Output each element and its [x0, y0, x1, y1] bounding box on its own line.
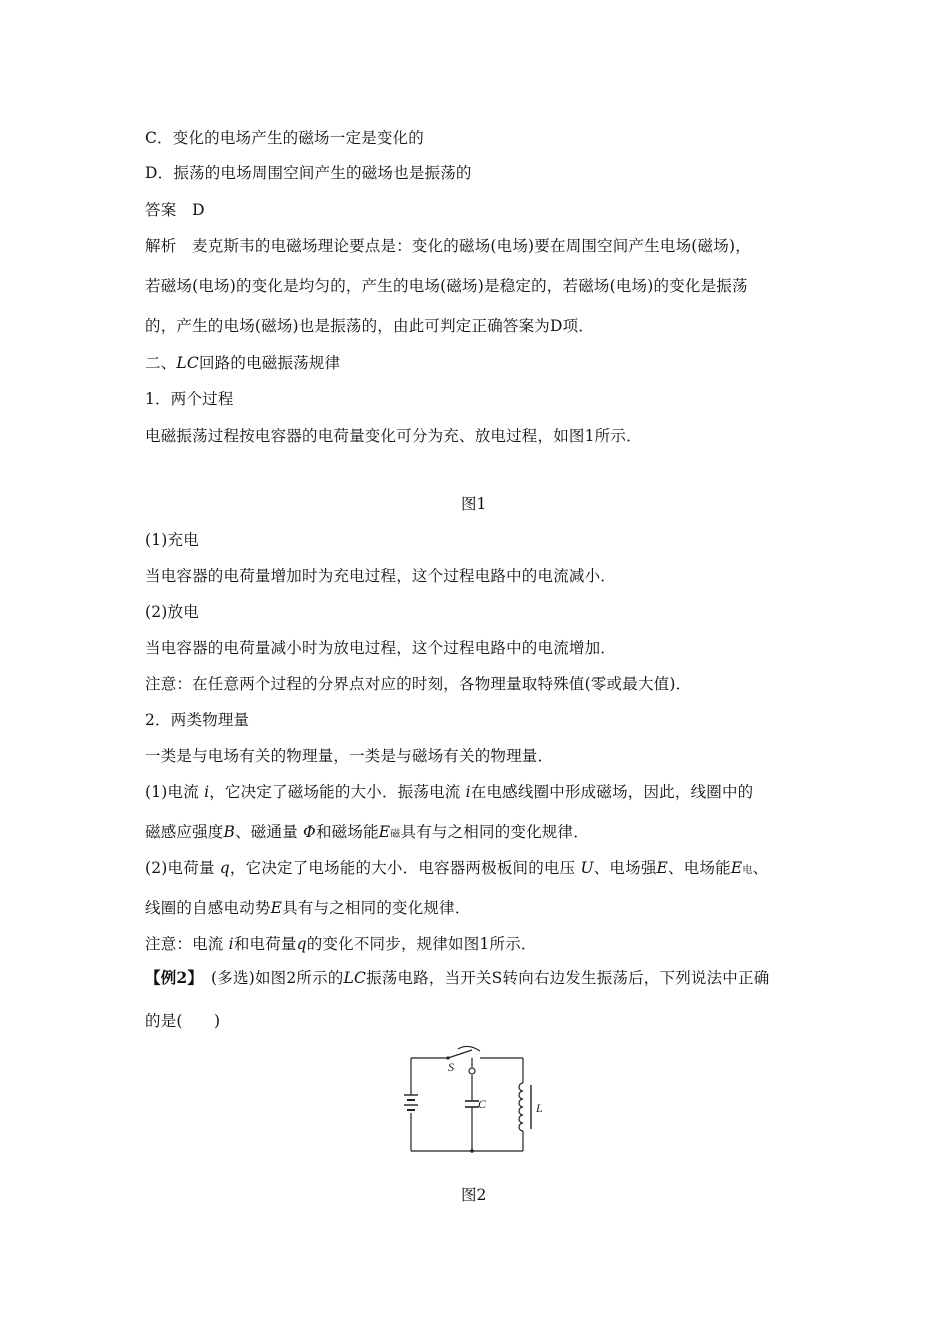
analysis-line-3: 的，产生的电场(磁场)也是振荡的，由此可判定正确答案为D项． [145, 317, 595, 335]
figure-2-caption: 图2 [461, 1186, 487, 1204]
section-heading: 二、LC回路的电磁振荡规律 [145, 354, 341, 372]
paragraph-quantities: 一类是与电场有关的物理量，一类是与磁场有关的物理量． [145, 747, 554, 765]
example-2-line-2: 的是( ) [145, 1012, 221, 1030]
subheading-2: 2．两类物理量 [145, 711, 250, 729]
inductor-coil [519, 1083, 523, 1131]
capacitor-label: C [478, 1097, 487, 1111]
figure-1-caption: 图1 [461, 495, 487, 513]
example-tag: 【例2】 [145, 968, 196, 987]
junction-dot [470, 1149, 474, 1153]
current-line-1: (1)电流 i，它决定了磁场能的大小．振荡电流 i在电感线圈中形成磁场，因此，线圈中的 [145, 783, 754, 801]
charge-line-1: (2)电荷量 q，它决定了电场能的大小．电容器两极板间的电压 U、电场强E、电场能E电、 [145, 859, 769, 877]
note-2: 注意：电流 i和电荷量q的变化不同步，规律如图1所示． [145, 935, 537, 953]
lc-circuit-diagram [396, 1045, 556, 1157]
switch-blade [448, 1050, 472, 1058]
example-2-line-1: 【例2】 (多选)如图2所示的LC振荡电路，当开关S转向右边发生振荡后，下列说法中正确 [145, 968, 770, 987]
battery-icon [404, 1095, 418, 1110]
inductor-label: L [536, 1101, 543, 1115]
paragraph-process: 电磁振荡过程按电容器的电荷量变化可分为充、放电过程，如图1所示． [145, 427, 642, 445]
item-charge: (1)充电 [145, 531, 199, 549]
charge-line-2: 线圈的自感电动势E具有与之相同的变化规律． [145, 899, 471, 917]
switch-contact-bottom [469, 1068, 475, 1074]
analysis-line-2: 若磁场(电场)的变化是均匀的，产生的电场(磁场)是稳定的，若磁场(电场)的变化是振荡 [145, 277, 748, 295]
option-c: C．变化的电场产生的磁场一定是变化的 [145, 129, 424, 147]
paragraph-discharge: 当电容器的电荷量减小时为放电过程，这个过程电路中的电流增加． [145, 639, 617, 657]
switch-label: S [448, 1060, 454, 1074]
switch-arrow [458, 1046, 480, 1051]
analysis-line-1: 解析 麦克斯韦的电磁场理论要点是：变化的磁场(电场)要在周围空间产生电场(磁场)， [145, 237, 751, 255]
subheading-1: 1．两个过程 [145, 390, 234, 408]
answer: 答案 D [145, 201, 205, 219]
note-1: 注意：在任意两个过程的分界点对应的时刻，各物理量取特殊值(零或最大值)． [145, 675, 692, 693]
item-discharge: (2)放电 [145, 603, 199, 621]
paragraph-charge: 当电容器的电荷量增加时为充电过程，这个过程电路中的电流减小． [145, 567, 617, 585]
current-line-2: 磁感应强度B、磁通量 Φ和磁场能E磁具有与之相同的变化规律． [145, 823, 589, 841]
option-d: D．振荡的电场周围空间产生的磁场也是振荡的 [145, 164, 472, 182]
